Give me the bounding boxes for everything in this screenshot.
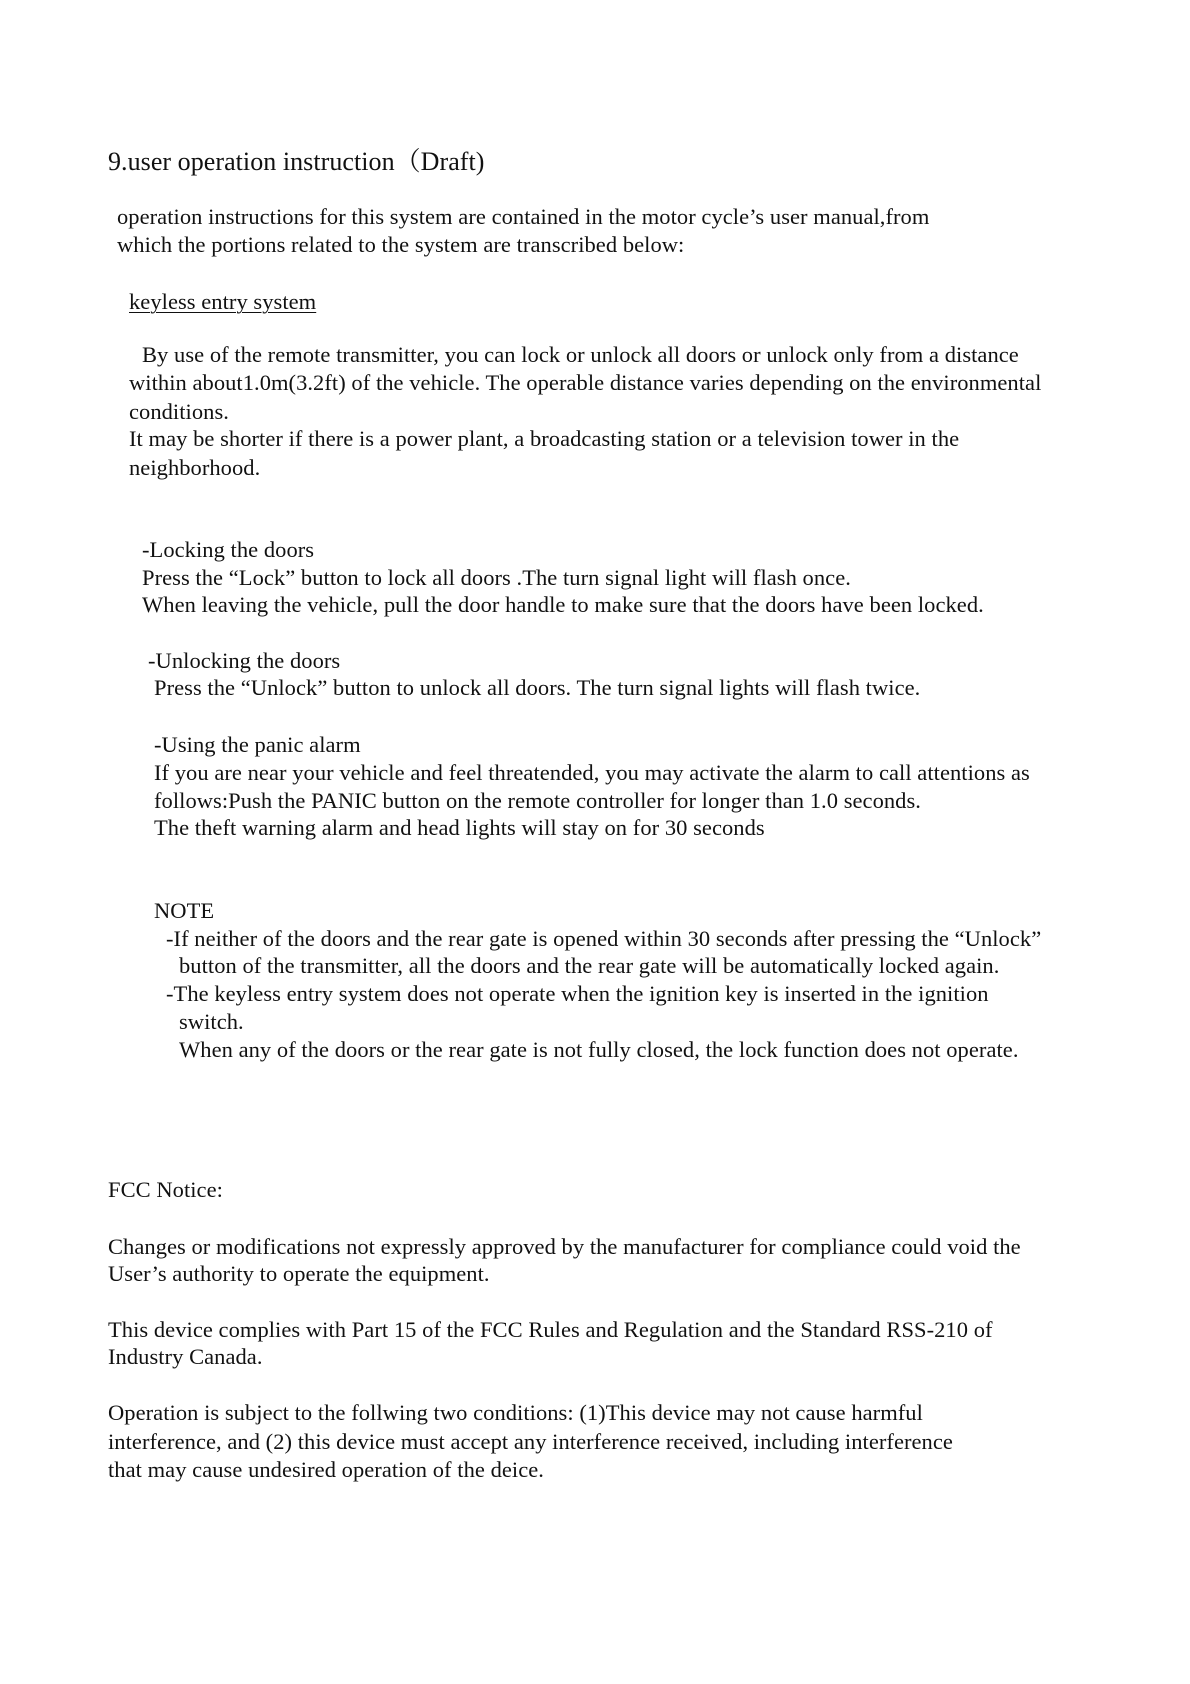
locking-line-1: Press the “Lock” button to lock all doors .The turn signal light will flash once. [142, 565, 851, 590]
note-line-2: button of the transmitter, all the doors and the rear gate will be automatically locked again. [179, 953, 1000, 978]
fcc-paragraph-1-line-2: User’s authority to operate the equipment. [108, 1261, 490, 1286]
fcc-paragraph-2-line-2: Industry Canada. [108, 1344, 263, 1369]
keyless-paragraph-line-2: within about1.0m(3.2ft) of the vehicle. The operable distance varies depending on the environmental [129, 370, 1042, 395]
keyless-paragraph-line-4: It may be shorter if there is a power plant, a broadcasting station or a television tower in the [129, 426, 960, 451]
intro-line-2: which the portions related to the system are transcribed below: [117, 232, 685, 257]
fcc-paragraph-1-line-1: Changes or modifications not expressly approved by the manufacturer for compliance could void the [108, 1234, 1021, 1259]
panic-line-2: follows:Push the PANIC button on the remote controller for longer than 1.0 seconds. [154, 788, 921, 813]
note-line-4: switch. [179, 1009, 244, 1034]
note-line-1: -If neither of the doors and the rear gate is opened within 30 seconds after pressing the “Unlock” [166, 926, 1042, 951]
keyless-entry-heading: keyless entry system [129, 289, 317, 314]
document-title: 9.user operation instruction（Draft) [108, 147, 485, 176]
fcc-paragraph-3-line-3: that may cause undesired operation of the deice. [108, 1457, 544, 1482]
note-line-5: When any of the doors or the rear gate is not fully closed, the lock function does not operate. [179, 1037, 1019, 1062]
locking-heading: -Locking the doors [142, 537, 315, 562]
fcc-paragraph-3-line-1: Operation is subject to the follwing two conditions: (1)This device may not cause harmful [108, 1400, 923, 1425]
fcc-paragraph-3-line-2: interference, and (2) this device must accept any interference received, including interference [108, 1429, 953, 1454]
keyless-paragraph-line-1: By use of the remote transmitter, you can lock or unlock all doors or unlock only from a distance [142, 342, 1019, 367]
unlocking-heading: -Unlocking the doors [148, 648, 341, 673]
note-heading: NOTE [154, 898, 215, 923]
note-line-3: -The keyless entry system does not operate when the ignition key is inserted in the ignition [166, 981, 989, 1006]
panic-heading: -Using the panic alarm [154, 732, 361, 757]
keyless-paragraph-line-5: neighborhood. [129, 455, 261, 480]
intro-line-1: operation instructions for this system are contained in the motor cycle’s user manual,from [117, 204, 930, 229]
panic-line-3: The theft warning alarm and head lights will stay on for 30 seconds [154, 815, 765, 840]
panic-line-1: If you are near your vehicle and feel threatended, you may activate the alarm to call attentions as [154, 760, 1030, 785]
keyless-paragraph-line-3: conditions. [129, 399, 229, 424]
unlocking-line-1: Press the “Unlock” button to unlock all doors. The turn signal lights will flash twice. [154, 675, 921, 700]
locking-line-2: When leaving the vehicle, pull the door handle to make sure that the doors have been locked. [142, 592, 984, 617]
fcc-paragraph-2-line-1: This device complies with Part 15 of the FCC Rules and Regulation and the Standard RSS-210 of [108, 1317, 993, 1342]
fcc-heading: FCC Notice: [108, 1177, 223, 1202]
